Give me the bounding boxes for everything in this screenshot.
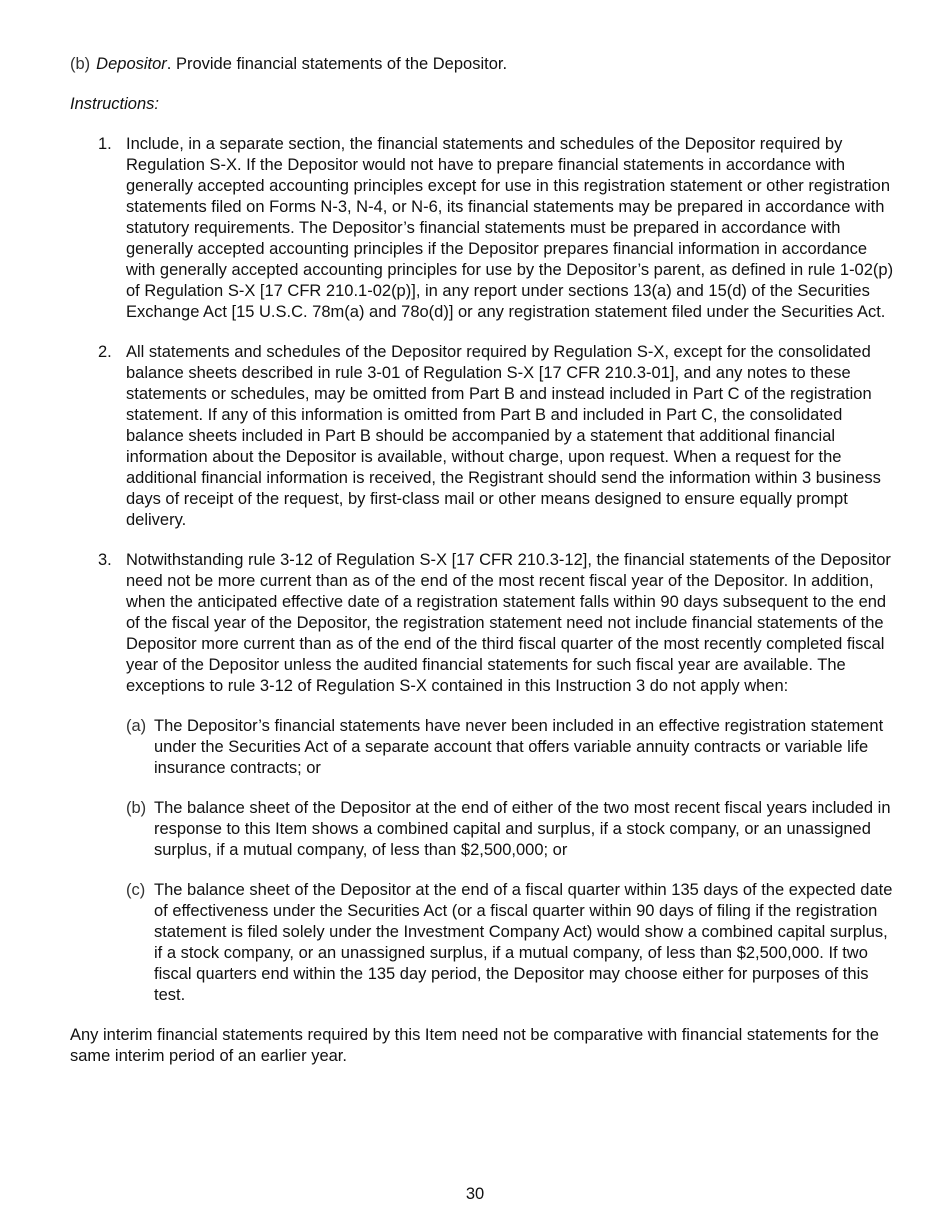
instruction-number: 1. xyxy=(98,135,112,153)
exception-item-a xyxy=(70,716,896,779)
exception-marker: (c) xyxy=(126,881,146,899)
exception-item-c xyxy=(70,880,896,1006)
exception-marker: (b) xyxy=(126,799,147,817)
exception-marker: (a) xyxy=(126,717,147,735)
exception-item-b xyxy=(70,798,896,861)
instruction-text: Include, in a separate section, the financial statements and schedules of the Depositor required by Regulation S-X. If the Depositor would not have to prepare financial statements in accordance with generally accepted accounting principles except for use in this registration statement or other registration statements filed on Forms N-3, N-4, or N-6, its financial statements may be prepared in accordance with statutory requirements. The Depositor’s financial statements must be prepared in accordance with generally accepted accounting principles if the Depositor prepares financial information in accordance with generally accepted accounting principles for use by the Depositor’s parent, as defined in rule 1-02(p) of Regulation S-X [17 CFR 210.1-02(p)], in any report under sections 13(a) and 15(d) of the Securities Exchange Act [15 U.S.C. 78m(a) and 78o(d)] or any registration statement filed under the Securities Act. xyxy=(126,135,894,321)
page-number: 30 xyxy=(465,1185,485,1203)
instruction-item-2 xyxy=(70,342,896,531)
section-term: Depositor xyxy=(96,55,167,73)
instruction-item-3 xyxy=(70,550,896,697)
closing-paragraph: Any interim financial statements required by this Item need not be comparative with financial statements for the same interim period of an earlier year. xyxy=(70,1026,879,1065)
instruction-number: 3. xyxy=(98,551,112,569)
instruction-text: Notwithstanding rule 3-12 of Regulation S-X [17 CFR 210.3-12], the financial statements of the Depositor need not be more current than as of the end of the most recent fiscal year of the Depositor. In addition, when the anticipated effective date of a registration statement falls within 90 days subsequent to the end of the fiscal year of the Depositor, the registration statement need not include financial statements of the Depositor more current than as of the end of the third fiscal quarter of the most recently completed fiscal year of the Depositor unless the audited financial statements for such fiscal year are available. The exceptions to rule 3-12 of Regulation S-X contained in this Instruction 3 do not apply when: xyxy=(126,551,891,695)
exception-text: The Depositor’s financial statements have never been included in an effective registration statement under the Securities Act of a separate account that offers variable annuity contracts or variable life insurance contracts; or xyxy=(154,717,884,777)
section-heading xyxy=(70,54,896,75)
instruction-number: 2. xyxy=(98,343,112,361)
instruction-text: All statements and schedules of the Depositor required by Regulation S-X, except for the consolidated balance sheets described in rule 3-01 of Regulation S-X [17 CFR 210.3-01], and any notes to these statements or schedules, may be omitted from Part B and instead included in Part C of the registration statement. If any of this information is omitted from Part B and included in Part C, the consolidated balance sheets included in Part B should be accompanied by a statement that additional financial information about the Depositor is available, without charge, upon request. When a request for the additional financial information is received, the Registrant should send the information within 3 business days of receipt of the request, by first-class mail or other means designed to ensure equally prompt delivery. xyxy=(126,343,881,529)
exception-text: The balance sheet of the Depositor at the end of a fiscal quarter within 135 days of the expected date of effectiveness under the Securities Act (or a fiscal quarter within 90 days of filing if the registration statement is filed solely under the Investment Company Act) would show a combined capital surplus, if a stock company, or an unassigned surplus, if a mutual company, of less than $2,500,000. If two fiscal quarters end within the 135 day period, the Depositor may choose either for purposes of this test. xyxy=(154,881,893,1004)
section-heading-text: . Provide financial statements of the Depositor. xyxy=(166,55,508,73)
document-body xyxy=(70,54,896,1067)
section-marker: (b) xyxy=(70,55,91,73)
exception-text: The balance sheet of the Depositor at the end of either of the two most recent fiscal years included in response to this Item shows a combined capital and surplus, if a stock company, or an unassigned surplus, if a mutual company, of less than $2,500,000; or xyxy=(154,799,891,859)
instruction-item-1 xyxy=(70,134,896,323)
instructions-label: Instructions: xyxy=(70,95,159,113)
